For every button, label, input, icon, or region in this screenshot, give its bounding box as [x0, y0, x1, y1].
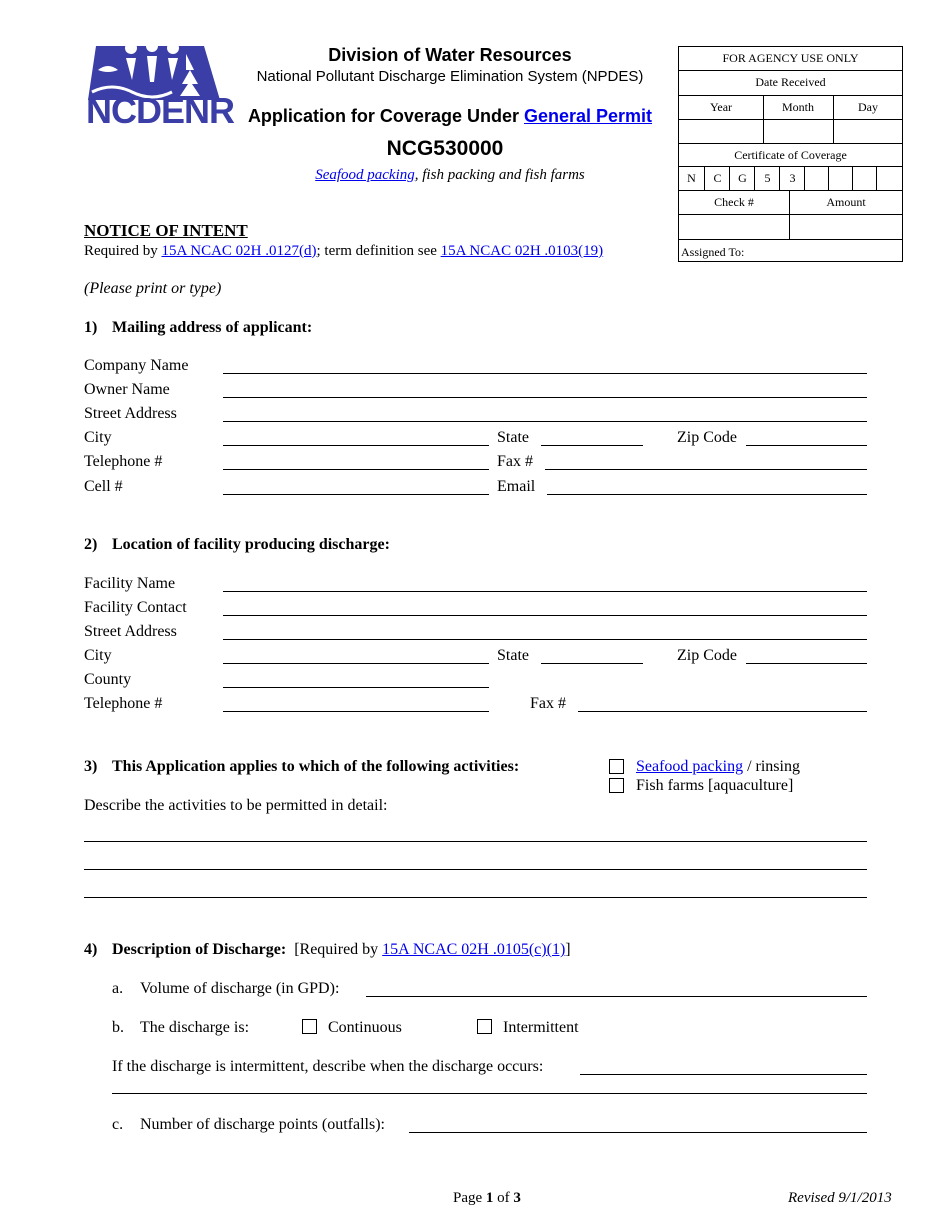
assigned-to-label: Assigned To:: [681, 245, 745, 259]
page-prefix: Page: [453, 1190, 486, 1206]
cell-label: Cell #: [84, 478, 123, 495]
section2-number: 2): [84, 536, 98, 553]
item-a-letter: a.: [112, 980, 124, 997]
facility-contact-label: Facility Contact: [84, 599, 187, 616]
describe-activities-label: Describe the activities to be permitted in detail:: [84, 797, 388, 814]
facility-street-label: Street Address: [84, 623, 177, 640]
fish-farms-checkbox[interactable]: [609, 778, 624, 793]
continuous-label: Continuous: [328, 1019, 402, 1036]
section2-heading: Location of facility producing discharge:: [112, 536, 390, 553]
cert-cell: 3: [779, 167, 805, 190]
company-name-field[interactable]: [223, 373, 867, 374]
certificate-number-cells: [679, 167, 902, 191]
county-field[interactable]: [223, 687, 489, 688]
seafood-option-rest: / rinsing: [743, 758, 800, 775]
check-label: Check #: [714, 195, 754, 209]
cert-cell: [852, 167, 877, 190]
facility-zip-field[interactable]: [746, 663, 867, 664]
facility-city-label: City: [84, 647, 112, 664]
application-title: [225, 106, 675, 127]
intermittent-label: Intermittent: [503, 1019, 579, 1036]
facility-name-label: Facility Name: [84, 575, 176, 592]
state-label: State: [497, 429, 529, 446]
item-c-letter: c.: [112, 1116, 124, 1133]
section4-heading: [112, 941, 571, 959]
facility-fax-label: Fax #: [530, 695, 566, 712]
day-label: Day: [858, 100, 878, 114]
section4-heading-text: Description of Discharge:: [112, 941, 287, 958]
seafood-packing-option-link[interactable]: Seafood packing: [636, 758, 744, 775]
seafood-packing-option: [636, 758, 800, 776]
cert-cell: N: [687, 171, 696, 185]
page-number: [453, 1189, 521, 1207]
owner-name-label: Owner Name: [84, 381, 170, 398]
section4-required-suffix: ]: [565, 941, 571, 958]
permit-number: NCG530000: [386, 137, 504, 160]
city-field[interactable]: [223, 445, 489, 446]
facility-street-field[interactable]: [223, 639, 867, 640]
county-label: County: [84, 671, 132, 688]
month-label: Month: [781, 100, 814, 114]
fax-field[interactable]: [545, 469, 867, 470]
street-address-field[interactable]: [223, 421, 867, 422]
facility-contact-field[interactable]: [223, 615, 867, 616]
city-label: City: [84, 429, 112, 446]
volume-label: Volume of discharge (in GPD):: [140, 980, 340, 997]
activities-line-2[interactable]: [84, 869, 867, 870]
facility-fax-field[interactable]: [578, 711, 867, 712]
activities-line-1[interactable]: [84, 841, 867, 842]
cert-cell: C: [704, 167, 730, 190]
cert-cell: [804, 167, 829, 190]
continuous-checkbox[interactable]: [302, 1019, 317, 1034]
year-label: Year: [709, 100, 733, 114]
zip-label: Zip Code: [677, 429, 737, 446]
cert-cell: 5: [754, 167, 780, 190]
intermittent-checkbox[interactable]: [477, 1019, 492, 1034]
page-of: of: [493, 1190, 514, 1206]
print-note: (Please print or type): [84, 280, 222, 297]
application-prefix: Application for Coverage Under: [247, 106, 524, 126]
amount-label: Amount: [826, 195, 866, 209]
email-label: Email: [497, 478, 536, 495]
facility-zip-label: Zip Code: [677, 647, 737, 664]
facility-city-field[interactable]: [223, 663, 489, 664]
section1-heading: Mailing address of applicant:: [112, 319, 313, 336]
logo-text: NCDENR: [86, 90, 235, 131]
subtitle-rest: , fish packing and fish farms: [414, 167, 585, 183]
zip-field[interactable]: [746, 445, 867, 446]
intermittent-field-1[interactable]: [580, 1074, 867, 1075]
section3-heading: This Application applies to which of the following activities:: [112, 758, 520, 775]
cert-cell: [876, 167, 903, 190]
ncdenr-logo: [86, 40, 235, 131]
rule-0127-link[interactable]: 15A NCAC 02H .0127(d): [161, 243, 317, 259]
agency-use-title: FOR AGENCY USE ONLY: [722, 51, 859, 65]
intermittent-field-2[interactable]: [112, 1093, 867, 1094]
discharge-is-label: The discharge is:: [140, 1019, 250, 1036]
state-field[interactable]: [541, 445, 643, 446]
rule-0103-link[interactable]: 15A NCAC 02H .0103(19): [440, 243, 604, 259]
agency-use-box: [678, 46, 903, 262]
seafood-packing-checkbox[interactable]: [609, 759, 624, 774]
company-name-label: Company Name: [84, 357, 189, 374]
email-field[interactable]: [547, 494, 867, 495]
section4-required-prefix: [Required by: [294, 941, 383, 958]
cell-field[interactable]: [223, 494, 489, 495]
fish-farms-label: Fish farms [aquaculture]: [636, 777, 794, 794]
permit-subtitle: [260, 167, 640, 184]
facility-state-field[interactable]: [541, 663, 643, 664]
page-current: 1: [485, 1190, 494, 1206]
fax-label: Fax #: [497, 453, 533, 470]
cert-cell: [828, 167, 853, 190]
telephone-label: Telephone #: [84, 453, 163, 470]
rule-0105-link[interactable]: 15A NCAC 02H .0105(c)(1): [382, 941, 566, 958]
facility-telephone-field[interactable]: [223, 711, 489, 712]
activities-line-3[interactable]: [84, 897, 867, 898]
facility-name-field[interactable]: [223, 591, 867, 592]
facility-telephone-label: Telephone #: [84, 695, 163, 712]
term-text: ; term definition see: [316, 243, 441, 259]
revised-date: Revised 9/1/2013: [788, 1190, 892, 1206]
certificate-label: Certificate of Coverage: [734, 148, 847, 162]
telephone-field[interactable]: [223, 469, 489, 470]
outfalls-field[interactable]: [409, 1132, 867, 1133]
page-total: 3: [513, 1190, 521, 1206]
intermittent-question: If the discharge is intermittent, describe when the discharge occurs:: [112, 1058, 544, 1075]
date-received-label: Date Received: [755, 75, 826, 89]
program-name: National Pollutant Discharge Elimination System (NPDES): [256, 68, 644, 85]
item-b-letter: b.: [112, 1019, 124, 1036]
section3-number: 3): [84, 758, 98, 775]
agency-title: Division of Water Resources: [328, 45, 572, 65]
outfalls-label: Number of discharge points (outfalls):: [140, 1116, 385, 1133]
general-permit-link[interactable]: General Permit: [523, 106, 653, 126]
owner-name-field[interactable]: [223, 397, 867, 398]
section1-number: 1): [84, 319, 98, 336]
required-prefix: Required by: [84, 243, 162, 259]
section4-number: 4): [84, 941, 98, 958]
notice-title: NOTICE OF INTENT: [84, 221, 248, 240]
volume-field[interactable]: [366, 996, 867, 997]
seafood-packing-link[interactable]: Seafood packing: [315, 167, 415, 183]
facility-state-label: State: [497, 647, 529, 664]
cert-cell: G: [729, 167, 755, 190]
notice-required: [84, 242, 603, 260]
street-address-label: Street Address: [84, 405, 177, 422]
